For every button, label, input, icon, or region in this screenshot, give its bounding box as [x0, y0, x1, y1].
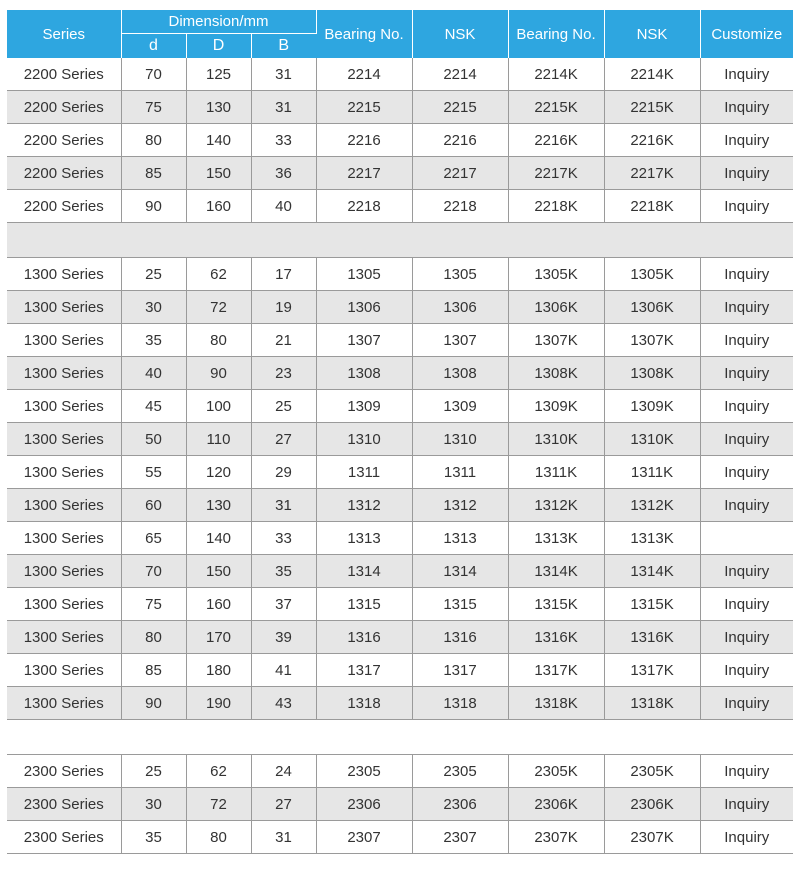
customize-cell[interactable]: Inquiry — [700, 190, 793, 223]
d-cell: 90 — [121, 687, 186, 720]
series-cell: 1300 Series — [7, 621, 121, 654]
bearing-table-container — [7, 10, 793, 854]
bearing-no-k-cell: 2214K — [508, 58, 604, 91]
d-cell: 35 — [121, 821, 186, 854]
series-cell: 1300 Series — [7, 291, 121, 324]
series-cell: 1300 Series — [7, 423, 121, 456]
series-cell: 1300 Series — [7, 489, 121, 522]
b-cell: 24 — [251, 755, 316, 788]
group-separator — [7, 720, 793, 755]
series-cell: 2200 Series — [7, 190, 121, 223]
nsk-k-cell: 2306K — [604, 788, 700, 821]
series-cell: 2300 Series — [7, 821, 121, 854]
bearing-no-cell: 1313 — [316, 522, 412, 555]
header-customize: Customize — [700, 10, 793, 58]
b-cell: 37 — [251, 588, 316, 621]
series-cell: 1300 Series — [7, 324, 121, 357]
table-row — [7, 588, 793, 621]
bearing-no-cell: 1317 — [316, 654, 412, 687]
bearing-no-k-cell: 2306K — [508, 788, 604, 821]
customize-cell[interactable]: Inquiry — [700, 654, 793, 687]
series-cell: 1300 Series — [7, 588, 121, 621]
d-cell: 85 — [121, 157, 186, 190]
big-d-cell: 80 — [186, 324, 251, 357]
nsk-k-cell: 1314K — [604, 555, 700, 588]
bearing-no-cell: 1309 — [316, 390, 412, 423]
series-cell: 1300 Series — [7, 687, 121, 720]
bearing-no-k-cell: 2307K — [508, 821, 604, 854]
nsk-k-cell: 1308K — [604, 357, 700, 390]
header-dim-d-small: d — [121, 34, 186, 59]
table-header — [7, 10, 793, 58]
nsk-k-cell: 1313K — [604, 522, 700, 555]
customize-cell[interactable]: Inquiry — [700, 258, 793, 291]
nsk-k-cell: 1316K — [604, 621, 700, 654]
bearing-no-cell: 1310 — [316, 423, 412, 456]
customize-cell[interactable]: Inquiry — [700, 821, 793, 854]
b-cell: 27 — [251, 423, 316, 456]
customize-cell[interactable]: Inquiry — [700, 124, 793, 157]
bearing-no-k-cell: 2217K — [508, 157, 604, 190]
table-row — [7, 91, 793, 124]
nsk-cell: 1310 — [412, 423, 508, 456]
b-cell: 33 — [251, 124, 316, 157]
header-dim-d-large: D — [186, 34, 251, 59]
bearing-no-cell: 1314 — [316, 555, 412, 588]
bearing-no-cell: 2217 — [316, 157, 412, 190]
nsk-cell: 1308 — [412, 357, 508, 390]
bearing-no-cell: 1308 — [316, 357, 412, 390]
table-row — [7, 821, 793, 854]
nsk-cell: 1315 — [412, 588, 508, 621]
table-row — [7, 258, 793, 291]
bearing-no-k-cell: 1315K — [508, 588, 604, 621]
nsk-k-cell: 1307K — [604, 324, 700, 357]
nsk-cell: 1312 — [412, 489, 508, 522]
bearing-no-k-cell: 2216K — [508, 124, 604, 157]
d-cell: 65 — [121, 522, 186, 555]
d-cell: 55 — [121, 456, 186, 489]
nsk-cell: 1307 — [412, 324, 508, 357]
d-cell: 60 — [121, 489, 186, 522]
bearing-no-cell: 2218 — [316, 190, 412, 223]
table-row — [7, 654, 793, 687]
series-cell: 1300 Series — [7, 258, 121, 291]
header-series: Series — [7, 10, 121, 58]
table-row — [7, 58, 793, 91]
separator-cell — [7, 720, 793, 755]
big-d-cell: 100 — [186, 390, 251, 423]
big-d-cell: 120 — [186, 456, 251, 489]
b-cell: 43 — [251, 687, 316, 720]
table-row — [7, 788, 793, 821]
big-d-cell: 125 — [186, 58, 251, 91]
big-d-cell: 130 — [186, 489, 251, 522]
b-cell: 21 — [251, 324, 316, 357]
bearing-no-cell: 2216 — [316, 124, 412, 157]
series-cell: 2300 Series — [7, 788, 121, 821]
customize-cell[interactable]: Inquiry — [700, 390, 793, 423]
big-d-cell: 140 — [186, 522, 251, 555]
d-cell: 80 — [121, 124, 186, 157]
bearing-no-cell: 2215 — [316, 91, 412, 124]
bearing-no-cell: 1315 — [316, 588, 412, 621]
bearing-no-cell: 2306 — [316, 788, 412, 821]
nsk-k-cell: 2218K — [604, 190, 700, 223]
series-cell: 2200 Series — [7, 58, 121, 91]
nsk-cell: 1306 — [412, 291, 508, 324]
nsk-cell: 2218 — [412, 190, 508, 223]
d-cell: 30 — [121, 291, 186, 324]
d-cell: 70 — [121, 555, 186, 588]
nsk-cell: 2214 — [412, 58, 508, 91]
nsk-cell: 2305 — [412, 755, 508, 788]
nsk-k-cell: 2307K — [604, 821, 700, 854]
nsk-cell: 1313 — [412, 522, 508, 555]
bearing-no-cell: 1318 — [316, 687, 412, 720]
table-row — [7, 755, 793, 788]
series-cell: 1300 Series — [7, 654, 121, 687]
separator-cell — [7, 223, 793, 258]
series-cell: 2200 Series — [7, 124, 121, 157]
bearing-no-cell: 1305 — [316, 258, 412, 291]
table-row — [7, 190, 793, 223]
d-cell: 50 — [121, 423, 186, 456]
bearing-no-k-cell: 1308K — [508, 357, 604, 390]
bearing-no-cell: 1306 — [316, 291, 412, 324]
b-cell: 41 — [251, 654, 316, 687]
nsk-k-cell: 1310K — [604, 423, 700, 456]
table-row — [7, 423, 793, 456]
table-row — [7, 621, 793, 654]
big-d-cell: 160 — [186, 588, 251, 621]
bearing-no-cell: 2307 — [316, 821, 412, 854]
bearing-no-k-cell: 1311K — [508, 456, 604, 489]
bearing-no-cell: 2305 — [316, 755, 412, 788]
d-cell: 85 — [121, 654, 186, 687]
bearing-no-cell: 1311 — [316, 456, 412, 489]
series-cell: 2200 Series — [7, 157, 121, 190]
big-d-cell: 72 — [186, 788, 251, 821]
nsk-k-cell: 2305K — [604, 755, 700, 788]
b-cell: 17 — [251, 258, 316, 291]
big-d-cell: 140 — [186, 124, 251, 157]
b-cell: 27 — [251, 788, 316, 821]
bearing-no-k-cell: 1318K — [508, 687, 604, 720]
nsk-cell: 1305 — [412, 258, 508, 291]
big-d-cell: 80 — [186, 821, 251, 854]
bearing-no-cell: 1316 — [316, 621, 412, 654]
table-row — [7, 489, 793, 522]
nsk-cell: 2216 — [412, 124, 508, 157]
d-cell: 25 — [121, 258, 186, 291]
b-cell: 35 — [251, 555, 316, 588]
customize-cell[interactable]: Inquiry — [700, 489, 793, 522]
big-d-cell: 160 — [186, 190, 251, 223]
table-row — [7, 324, 793, 357]
big-d-cell: 90 — [186, 357, 251, 390]
d-cell: 30 — [121, 788, 186, 821]
b-cell: 31 — [251, 489, 316, 522]
nsk-k-cell: 1311K — [604, 456, 700, 489]
nsk-k-cell: 1318K — [604, 687, 700, 720]
bearing-no-k-cell: 1312K — [508, 489, 604, 522]
big-d-cell: 150 — [186, 157, 251, 190]
bearing-no-cell: 2214 — [316, 58, 412, 91]
nsk-k-cell: 1309K — [604, 390, 700, 423]
customize-cell[interactable]: Inquiry — [700, 788, 793, 821]
bearing-no-k-cell: 1306K — [508, 291, 604, 324]
bearing-no-k-cell: 1316K — [508, 621, 604, 654]
series-cell: 1300 Series — [7, 555, 121, 588]
table-row — [7, 124, 793, 157]
customize-cell[interactable]: Inquiry — [700, 291, 793, 324]
customize-cell[interactable]: Inquiry — [700, 157, 793, 190]
bearing-no-k-cell: 1307K — [508, 324, 604, 357]
big-d-cell: 110 — [186, 423, 251, 456]
series-cell: 1300 Series — [7, 456, 121, 489]
bearing-no-cell: 1307 — [316, 324, 412, 357]
table-row — [7, 687, 793, 720]
customize-cell[interactable]: Inquiry — [700, 621, 793, 654]
bearing-no-cell: 1312 — [316, 489, 412, 522]
customize-cell[interactable]: Inquiry — [700, 357, 793, 390]
big-d-cell: 190 — [186, 687, 251, 720]
series-cell: 1300 Series — [7, 522, 121, 555]
series-cell: 1300 Series — [7, 390, 121, 423]
nsk-cell: 2307 — [412, 821, 508, 854]
big-d-cell: 62 — [186, 258, 251, 291]
nsk-k-cell: 2214K — [604, 58, 700, 91]
customize-cell[interactable]: Inquiry — [700, 755, 793, 788]
series-cell: 1300 Series — [7, 357, 121, 390]
header-bearing-no-2: Bearing No. — [508, 10, 604, 58]
customize-cell[interactable]: Inquiry — [700, 91, 793, 124]
nsk-k-cell: 1317K — [604, 654, 700, 687]
nsk-k-cell: 2217K — [604, 157, 700, 190]
nsk-cell: 1317 — [412, 654, 508, 687]
d-cell: 80 — [121, 621, 186, 654]
d-cell: 25 — [121, 755, 186, 788]
series-cell: 2300 Series — [7, 755, 121, 788]
d-cell: 45 — [121, 390, 186, 423]
table-row — [7, 157, 793, 190]
b-cell: 31 — [251, 821, 316, 854]
big-d-cell: 62 — [186, 755, 251, 788]
header-nsk-2: NSK — [604, 10, 700, 58]
nsk-cell: 1316 — [412, 621, 508, 654]
big-d-cell: 170 — [186, 621, 251, 654]
bearing-no-k-cell: 2305K — [508, 755, 604, 788]
header-dim-b: B — [251, 34, 316, 59]
nsk-cell: 1314 — [412, 555, 508, 588]
nsk-k-cell: 2215K — [604, 91, 700, 124]
b-cell: 36 — [251, 157, 316, 190]
big-d-cell: 72 — [186, 291, 251, 324]
nsk-cell: 1318 — [412, 687, 508, 720]
d-cell: 75 — [121, 91, 186, 124]
b-cell: 31 — [251, 58, 316, 91]
b-cell: 25 — [251, 390, 316, 423]
table-row — [7, 357, 793, 390]
header-bearing-no-1: Bearing No. — [316, 10, 412, 58]
bearing-no-k-cell: 1310K — [508, 423, 604, 456]
b-cell: 29 — [251, 456, 316, 489]
customize-cell[interactable]: Inquiry — [700, 588, 793, 621]
b-cell: 31 — [251, 91, 316, 124]
big-d-cell: 150 — [186, 555, 251, 588]
customize-cell[interactable]: Inquiry — [700, 423, 793, 456]
nsk-cell: 2306 — [412, 788, 508, 821]
header-nsk-1: NSK — [412, 10, 508, 58]
d-cell: 40 — [121, 357, 186, 390]
b-cell: 23 — [251, 357, 316, 390]
b-cell: 39 — [251, 621, 316, 654]
d-cell: 75 — [121, 588, 186, 621]
big-d-cell: 180 — [186, 654, 251, 687]
table-row — [7, 522, 793, 555]
series-cell: 2200 Series — [7, 91, 121, 124]
table-row — [7, 555, 793, 588]
bearing-no-k-cell: 1314K — [508, 555, 604, 588]
bearing-no-k-cell: 2218K — [508, 190, 604, 223]
bearing-no-k-cell: 1313K — [508, 522, 604, 555]
header-dimension: Dimension/mm — [121, 10, 316, 34]
d-cell: 70 — [121, 58, 186, 91]
bearing-table — [7, 10, 793, 854]
customize-cell[interactable]: Inquiry — [700, 555, 793, 588]
customize-cell[interactable]: Inquiry — [700, 58, 793, 91]
nsk-k-cell: 1312K — [604, 489, 700, 522]
customize-cell[interactable]: Inquiry — [700, 687, 793, 720]
nsk-k-cell: 2216K — [604, 124, 700, 157]
table-row — [7, 291, 793, 324]
d-cell: 90 — [121, 190, 186, 223]
big-d-cell: 130 — [186, 91, 251, 124]
table-body — [7, 58, 793, 854]
table-row — [7, 456, 793, 489]
b-cell: 19 — [251, 291, 316, 324]
table-row — [7, 390, 793, 423]
nsk-cell: 2215 — [412, 91, 508, 124]
customize-cell[interactable]: Inquiry — [700, 456, 793, 489]
nsk-k-cell: 1315K — [604, 588, 700, 621]
b-cell: 33 — [251, 522, 316, 555]
nsk-cell: 1309 — [412, 390, 508, 423]
bearing-no-k-cell: 1317K — [508, 654, 604, 687]
d-cell: 35 — [121, 324, 186, 357]
nsk-k-cell: 1306K — [604, 291, 700, 324]
group-separator — [7, 223, 793, 258]
customize-cell[interactable]: Inquiry — [700, 324, 793, 357]
bearing-no-k-cell: 1309K — [508, 390, 604, 423]
nsk-cell: 1311 — [412, 456, 508, 489]
customize-cell — [700, 522, 793, 555]
nsk-k-cell: 1305K — [604, 258, 700, 291]
nsk-cell: 2217 — [412, 157, 508, 190]
bearing-no-k-cell: 2215K — [508, 91, 604, 124]
b-cell: 40 — [251, 190, 316, 223]
bearing-no-k-cell: 1305K — [508, 258, 604, 291]
